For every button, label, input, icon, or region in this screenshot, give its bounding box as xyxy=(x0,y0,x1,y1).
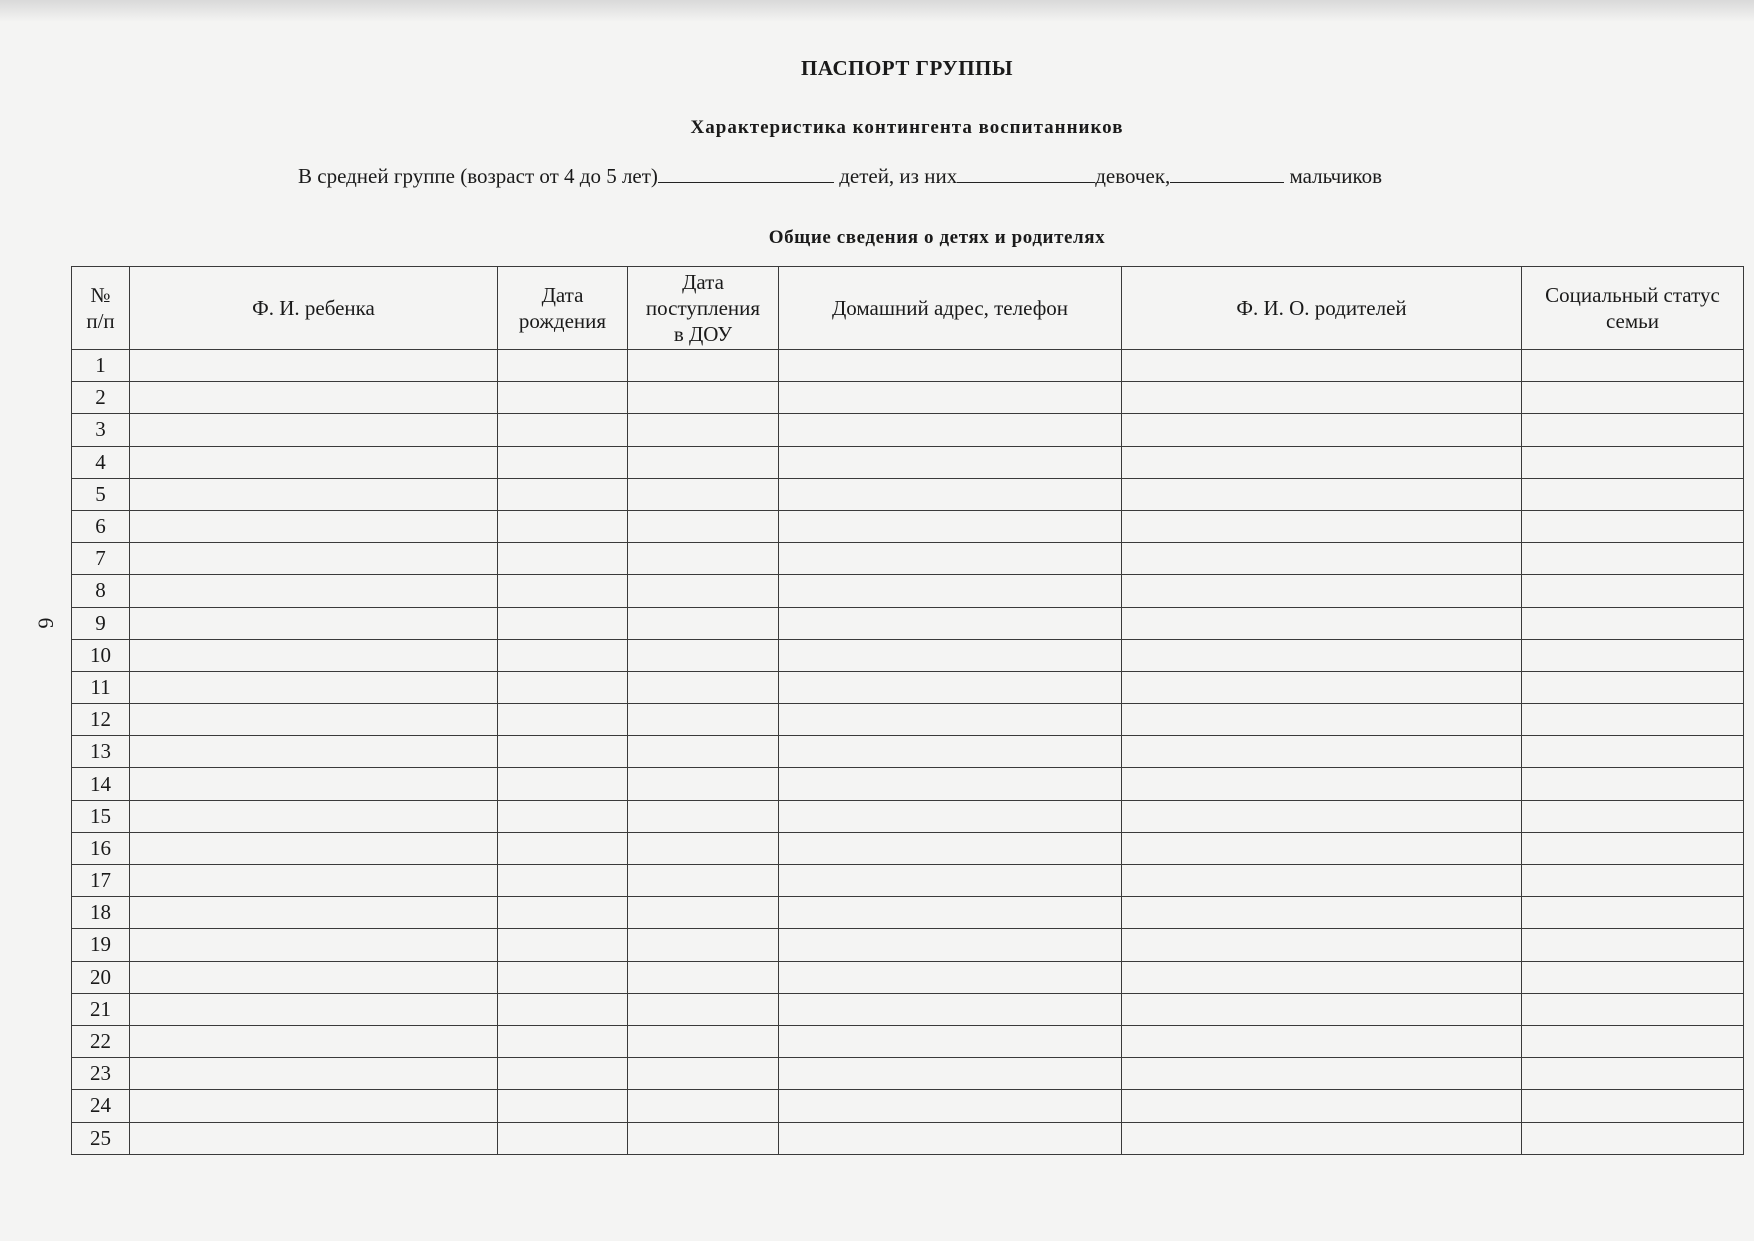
cell-parents-name[interactable] xyxy=(1122,736,1522,768)
table-row xyxy=(72,704,1744,736)
cell-birth-date[interactable] xyxy=(498,382,628,414)
cell-parents-name[interactable] xyxy=(1122,1025,1522,1057)
table-row xyxy=(72,607,1744,639)
cell-admission-date[interactable] xyxy=(628,671,779,703)
cell-child-name[interactable] xyxy=(130,1122,498,1154)
info-text-age: В средней группе (возраст от 4 до 5 лет) xyxy=(298,164,658,188)
row-number: 7 xyxy=(72,543,130,575)
cell-child-name[interactable] xyxy=(130,832,498,864)
cell-social-status[interactable] xyxy=(1522,350,1744,382)
table-row xyxy=(72,1090,1744,1122)
row-number: 18 xyxy=(72,897,130,929)
cell-parents-name[interactable] xyxy=(1122,929,1522,961)
cell-address-phone[interactable] xyxy=(779,1122,1122,1154)
cell-admission-date[interactable] xyxy=(628,897,779,929)
cell-social-status[interactable] xyxy=(1522,832,1744,864)
cell-birth-date[interactable] xyxy=(498,1090,628,1122)
table-row xyxy=(72,446,1744,478)
cell-child-name[interactable] xyxy=(130,897,498,929)
cell-child-name[interactable] xyxy=(130,865,498,897)
cell-social-status[interactable] xyxy=(1522,478,1744,510)
cell-birth-date[interactable] xyxy=(498,929,628,961)
cell-admission-date[interactable] xyxy=(628,832,779,864)
cell-parents-name[interactable] xyxy=(1122,832,1522,864)
cell-parents-name[interactable] xyxy=(1122,704,1522,736)
header-birth-date: Дата рождения xyxy=(498,267,628,350)
cell-admission-date[interactable] xyxy=(628,575,779,607)
boys-count-blank[interactable] xyxy=(1170,164,1284,183)
cell-address-phone[interactable] xyxy=(779,510,1122,542)
cell-child-name[interactable] xyxy=(130,1025,498,1057)
cell-admission-date[interactable] xyxy=(628,800,779,832)
table-row xyxy=(72,382,1744,414)
cell-birth-date[interactable] xyxy=(498,414,628,446)
cell-parents-name[interactable] xyxy=(1122,993,1522,1025)
cell-birth-date[interactable] xyxy=(498,510,628,542)
cell-parents-name[interactable] xyxy=(1122,961,1522,993)
cell-child-name[interactable] xyxy=(130,1058,498,1090)
cell-birth-date[interactable] xyxy=(498,704,628,736)
cell-child-name[interactable] xyxy=(130,575,498,607)
row-number: 12 xyxy=(72,704,130,736)
cell-social-status[interactable] xyxy=(1522,897,1744,929)
cell-parents-name[interactable] xyxy=(1122,800,1522,832)
table-header-row xyxy=(72,267,1744,350)
cell-child-name[interactable] xyxy=(130,639,498,671)
cell-parents-name[interactable] xyxy=(1122,575,1522,607)
children-roster-table xyxy=(71,266,1744,1155)
cell-birth-date[interactable] xyxy=(498,639,628,671)
row-number: 5 xyxy=(72,478,130,510)
row-number: 17 xyxy=(72,865,130,897)
table-row xyxy=(72,543,1744,575)
cell-admission-date[interactable] xyxy=(628,543,779,575)
cell-birth-date[interactable] xyxy=(498,543,628,575)
info-text-girls: девочек, xyxy=(1095,164,1171,188)
document-subtitle: Характеристика контингента воспитанников xyxy=(690,117,1124,138)
cell-parents-name[interactable] xyxy=(1122,1122,1522,1154)
cell-child-name[interactable] xyxy=(130,929,498,961)
row-number: 19 xyxy=(72,929,130,961)
cell-birth-date[interactable] xyxy=(498,961,628,993)
cell-address-phone[interactable] xyxy=(779,446,1122,478)
cell-birth-date[interactable] xyxy=(498,1025,628,1057)
cell-child-name[interactable] xyxy=(130,993,498,1025)
cell-social-status[interactable] xyxy=(1522,993,1744,1025)
cell-parents-name[interactable] xyxy=(1122,510,1522,542)
cell-address-phone[interactable] xyxy=(779,1058,1122,1090)
cell-parents-name[interactable] xyxy=(1122,671,1522,703)
cell-address-phone[interactable] xyxy=(779,961,1122,993)
table-row xyxy=(72,1025,1744,1057)
cell-admission-date[interactable] xyxy=(628,1090,779,1122)
row-number: 14 xyxy=(72,768,130,800)
cell-birth-date[interactable] xyxy=(498,350,628,382)
cell-birth-date[interactable] xyxy=(498,768,628,800)
table-row xyxy=(72,929,1744,961)
cell-admission-date[interactable] xyxy=(628,607,779,639)
cell-address-phone[interactable] xyxy=(779,704,1122,736)
row-number: 3 xyxy=(72,414,130,446)
header-number: № п/п xyxy=(72,267,130,350)
cell-child-name[interactable] xyxy=(130,1090,498,1122)
cell-address-phone[interactable] xyxy=(779,382,1122,414)
cell-parents-name[interactable] xyxy=(1122,1090,1522,1122)
cell-address-phone[interactable] xyxy=(779,897,1122,929)
cell-social-status[interactable] xyxy=(1522,704,1744,736)
row-number: 15 xyxy=(72,800,130,832)
row-number: 20 xyxy=(72,961,130,993)
cell-social-status[interactable] xyxy=(1522,961,1744,993)
cell-admission-date[interactable] xyxy=(628,929,779,961)
cell-admission-date[interactable] xyxy=(628,768,779,800)
cell-admission-date[interactable] xyxy=(628,1122,779,1154)
row-number: 4 xyxy=(72,446,130,478)
cell-parents-name[interactable] xyxy=(1122,897,1522,929)
table-row xyxy=(72,832,1744,864)
cell-birth-date[interactable] xyxy=(498,993,628,1025)
cell-admission-date[interactable] xyxy=(628,414,779,446)
cell-birth-date[interactable] xyxy=(498,897,628,929)
row-number: 22 xyxy=(72,1025,130,1057)
row-number: 1 xyxy=(72,350,130,382)
cell-admission-date[interactable] xyxy=(628,446,779,478)
cell-child-name[interactable] xyxy=(130,478,498,510)
cell-parents-name[interactable] xyxy=(1122,350,1522,382)
table-row xyxy=(72,575,1744,607)
cell-address-phone[interactable] xyxy=(779,768,1122,800)
table-row xyxy=(72,736,1744,768)
header-social-status: Социальный статус семьи xyxy=(1522,267,1744,350)
cell-parents-name[interactable] xyxy=(1122,768,1522,800)
cell-birth-date[interactable] xyxy=(498,478,628,510)
row-number: 9 xyxy=(72,607,130,639)
cell-address-phone[interactable] xyxy=(779,832,1122,864)
table-row xyxy=(72,865,1744,897)
cell-child-name[interactable] xyxy=(130,510,498,542)
row-number: 23 xyxy=(72,1058,130,1090)
cell-parents-name[interactable] xyxy=(1122,446,1522,478)
cell-address-phone[interactable] xyxy=(779,350,1122,382)
cell-social-status[interactable] xyxy=(1522,543,1744,575)
cell-child-name[interactable] xyxy=(130,414,498,446)
cell-admission-date[interactable] xyxy=(628,736,779,768)
cell-birth-date[interactable] xyxy=(498,575,628,607)
cell-child-name[interactable] xyxy=(130,446,498,478)
children-count-blank[interactable] xyxy=(658,164,834,183)
row-number: 2 xyxy=(72,382,130,414)
page-number: 6 xyxy=(33,617,59,629)
cell-birth-date[interactable] xyxy=(498,446,628,478)
table-row xyxy=(72,768,1744,800)
cell-parents-name[interactable] xyxy=(1122,478,1522,510)
cell-admission-date[interactable] xyxy=(628,510,779,542)
cell-child-name[interactable] xyxy=(130,704,498,736)
cell-social-status[interactable] xyxy=(1522,446,1744,478)
table-row xyxy=(72,961,1744,993)
cell-parents-name[interactable] xyxy=(1122,382,1522,414)
cell-admission-date[interactable] xyxy=(628,961,779,993)
row-number: 8 xyxy=(72,575,130,607)
cell-child-name[interactable] xyxy=(130,800,498,832)
cell-social-status[interactable] xyxy=(1522,414,1744,446)
cell-child-name[interactable] xyxy=(130,382,498,414)
table-title: Общие сведения о детях и родителях xyxy=(768,227,1106,248)
page-top-shadow xyxy=(0,0,1754,22)
info-text-children: детей, из них xyxy=(833,164,958,188)
cell-parents-name[interactable] xyxy=(1122,639,1522,671)
cell-address-phone[interactable] xyxy=(779,575,1122,607)
cell-child-name[interactable] xyxy=(130,961,498,993)
cell-admission-date[interactable] xyxy=(628,478,779,510)
cell-birth-date[interactable] xyxy=(498,1122,628,1154)
table-row xyxy=(72,800,1744,832)
cell-address-phone[interactable] xyxy=(779,607,1122,639)
cell-address-phone[interactable] xyxy=(779,1090,1122,1122)
cell-child-name[interactable] xyxy=(130,768,498,800)
cell-admission-date[interactable] xyxy=(628,639,779,671)
cell-birth-date[interactable] xyxy=(498,607,628,639)
girls-count-blank[interactable] xyxy=(957,164,1095,183)
cell-social-status[interactable] xyxy=(1522,510,1744,542)
table-row xyxy=(72,478,1744,510)
cell-social-status[interactable] xyxy=(1522,639,1744,671)
cell-admission-date[interactable] xyxy=(628,1025,779,1057)
cell-social-status[interactable] xyxy=(1522,575,1744,607)
cell-child-name[interactable] xyxy=(130,607,498,639)
cell-social-status[interactable] xyxy=(1522,382,1744,414)
cell-social-status[interactable] xyxy=(1522,800,1744,832)
cell-child-name[interactable] xyxy=(130,736,498,768)
table-row xyxy=(72,350,1744,382)
cell-parents-name[interactable] xyxy=(1122,865,1522,897)
table-row xyxy=(72,993,1744,1025)
info-text-boys: мальчиков xyxy=(1284,164,1382,188)
cell-social-status[interactable] xyxy=(1522,768,1744,800)
group-info-line xyxy=(298,164,1382,189)
table-row xyxy=(72,1122,1744,1154)
cell-admission-date[interactable] xyxy=(628,350,779,382)
cell-address-phone[interactable] xyxy=(779,639,1122,671)
row-number: 21 xyxy=(72,993,130,1025)
cell-birth-date[interactable] xyxy=(498,832,628,864)
cell-parents-name[interactable] xyxy=(1122,543,1522,575)
cell-address-phone[interactable] xyxy=(779,414,1122,446)
cell-child-name[interactable] xyxy=(130,543,498,575)
cell-address-phone[interactable] xyxy=(779,671,1122,703)
row-number: 25 xyxy=(72,1122,130,1154)
cell-social-status[interactable] xyxy=(1522,1122,1744,1154)
cell-birth-date[interactable] xyxy=(498,1058,628,1090)
cell-social-status[interactable] xyxy=(1522,736,1744,768)
header-admission-date: Дата поступления в ДОУ xyxy=(628,267,779,350)
cell-address-phone[interactable] xyxy=(779,993,1122,1025)
cell-address-phone[interactable] xyxy=(779,1025,1122,1057)
cell-parents-name[interactable] xyxy=(1122,607,1522,639)
table-body xyxy=(72,350,1744,1155)
table-row xyxy=(72,510,1744,542)
cell-birth-date[interactable] xyxy=(498,800,628,832)
cell-address-phone[interactable] xyxy=(779,865,1122,897)
header-child-name: Ф. И. ребенка xyxy=(130,267,498,350)
cell-social-status[interactable] xyxy=(1522,1090,1744,1122)
cell-birth-date[interactable] xyxy=(498,671,628,703)
cell-social-status[interactable] xyxy=(1522,671,1744,703)
cell-address-phone[interactable] xyxy=(779,736,1122,768)
cell-social-status[interactable] xyxy=(1522,929,1744,961)
row-number: 13 xyxy=(72,736,130,768)
cell-admission-date[interactable] xyxy=(628,993,779,1025)
cell-child-name[interactable] xyxy=(130,671,498,703)
cell-admission-date[interactable] xyxy=(628,382,779,414)
cell-social-status[interactable] xyxy=(1522,865,1744,897)
cell-parents-name[interactable] xyxy=(1122,1058,1522,1090)
cell-birth-date[interactable] xyxy=(498,736,628,768)
table-row xyxy=(72,1058,1744,1090)
cell-admission-date[interactable] xyxy=(628,865,779,897)
header-parents-name: Ф. И. О. родителей xyxy=(1122,267,1522,350)
cell-address-phone[interactable] xyxy=(779,929,1122,961)
table-row xyxy=(72,414,1744,446)
cell-child-name[interactable] xyxy=(130,350,498,382)
row-number: 16 xyxy=(72,832,130,864)
row-number: 6 xyxy=(72,510,130,542)
cell-address-phone[interactable] xyxy=(779,800,1122,832)
cell-address-phone[interactable] xyxy=(779,543,1122,575)
row-number: 10 xyxy=(72,639,130,671)
table-row xyxy=(72,639,1744,671)
cell-social-status[interactable] xyxy=(1522,1058,1744,1090)
cell-parents-name[interactable] xyxy=(1122,414,1522,446)
cell-social-status[interactable] xyxy=(1522,1025,1744,1057)
row-number: 24 xyxy=(72,1090,130,1122)
cell-admission-date[interactable] xyxy=(628,1058,779,1090)
cell-admission-date[interactable] xyxy=(628,704,779,736)
document-title: ПАСПОРТ ГРУППЫ xyxy=(801,56,1013,80)
cell-address-phone[interactable] xyxy=(779,478,1122,510)
table-row xyxy=(72,671,1744,703)
cell-birth-date[interactable] xyxy=(498,865,628,897)
cell-social-status[interactable] xyxy=(1522,607,1744,639)
table-row xyxy=(72,897,1744,929)
header-address-phone: Домашний адрес, телефон xyxy=(779,267,1122,350)
row-number: 11 xyxy=(72,671,130,703)
